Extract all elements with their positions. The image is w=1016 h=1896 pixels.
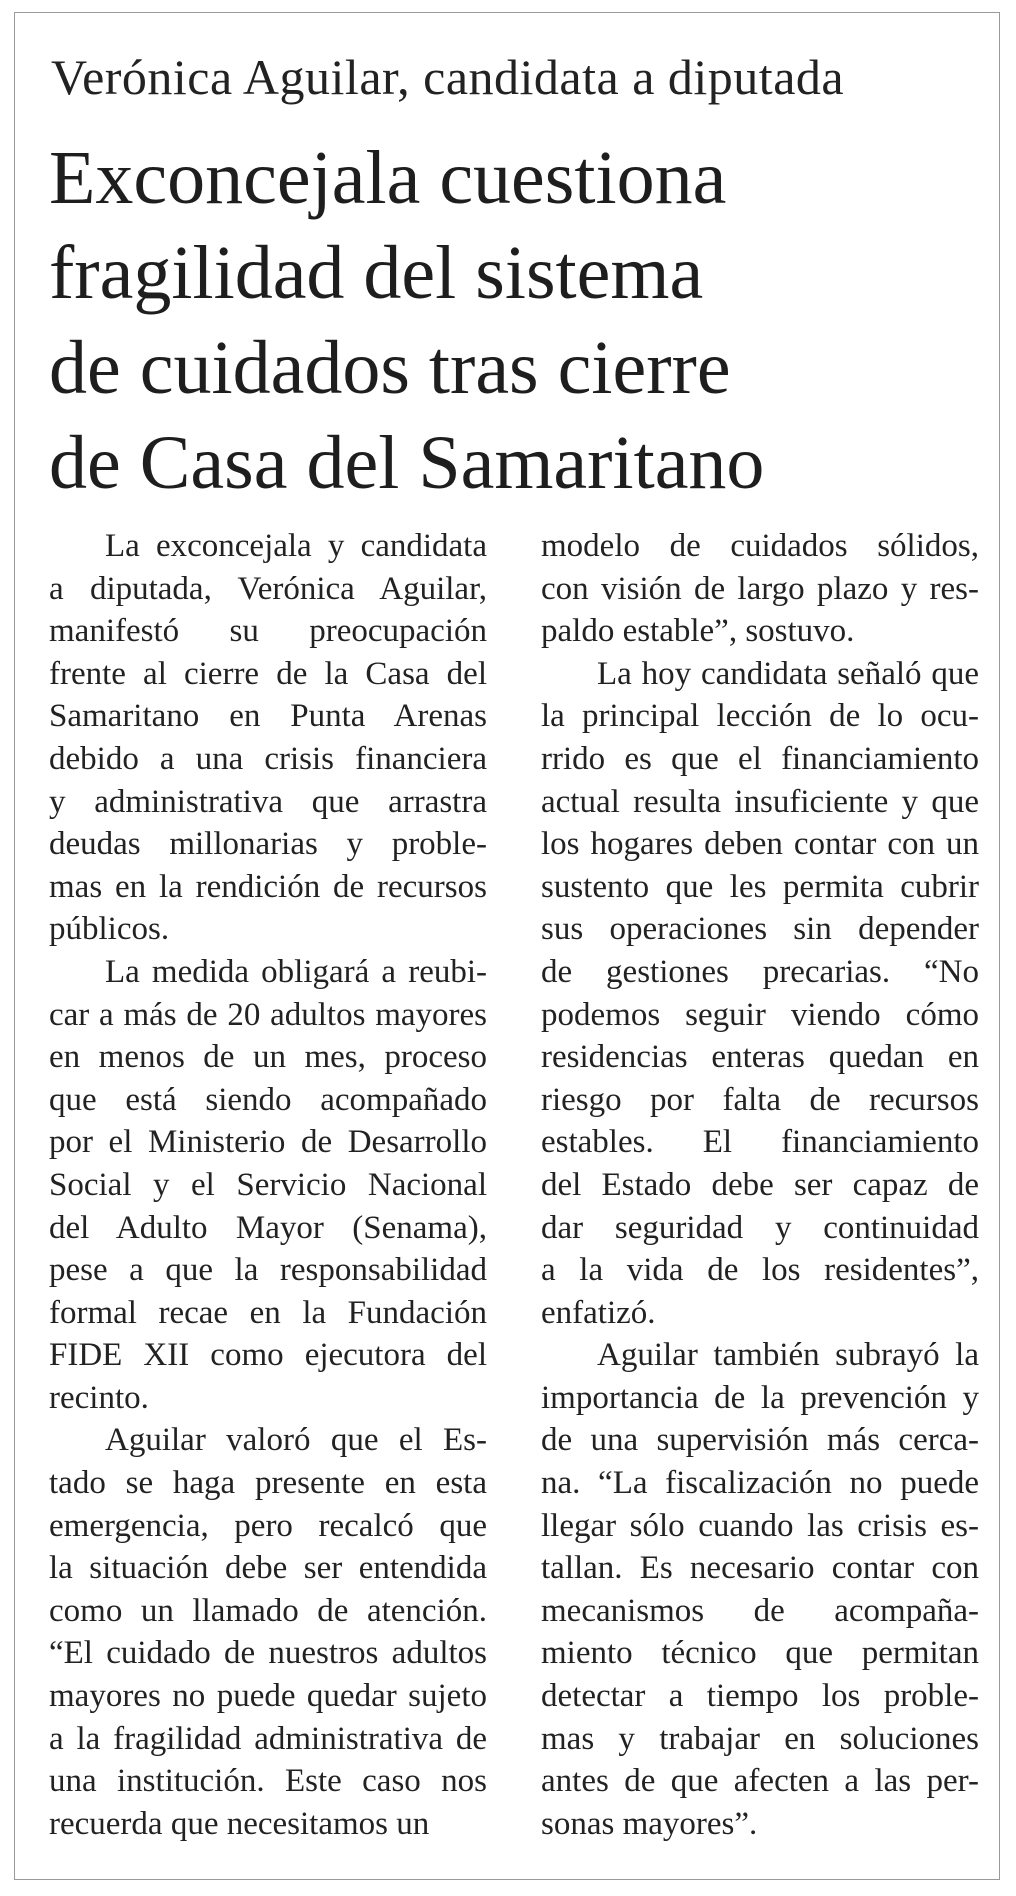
paragraph-line: tallan. Es necesario contar con xyxy=(541,1550,979,1587)
paragraph-line: mas en la rendición de recursos xyxy=(49,868,487,905)
paragraph-line: actual resulta insuficiente y que xyxy=(541,783,979,820)
paragraph-line: “El cuidado de nuestros adultos xyxy=(49,1635,487,1672)
paragraph-line: mas y trabajar en soluciones xyxy=(541,1720,979,1757)
paragraph-line: Aguilar valoró que el Es- xyxy=(105,1422,487,1459)
paragraph-line: en menos de un mes, proceso xyxy=(49,1039,487,1076)
article-paragraph xyxy=(49,525,487,951)
paragraph-line: llegar sólo cuando las crisis es- xyxy=(541,1507,979,1544)
paragraph-line: mayores no puede quedar sujeto xyxy=(49,1678,487,1715)
paragraph-line: de gestiones precarias. “No xyxy=(541,953,979,990)
paragraph-line: dar seguridad y continuidad xyxy=(541,1209,979,1246)
paragraph-line: importancia de la prevención y xyxy=(541,1379,979,1416)
paragraph-line: del Adulto Mayor (Senama), xyxy=(49,1209,487,1246)
article-paragraph xyxy=(49,1419,487,1845)
paragraph-line: La medida obligará a reubi- xyxy=(105,953,487,990)
paragraph-line: enfatizó. xyxy=(541,1294,656,1331)
paragraph-line: como un llamado de atención. xyxy=(49,1592,487,1629)
headline-line: Exconcejala cuestiona xyxy=(49,136,727,220)
paragraph-line: pese a que la responsabilidad xyxy=(49,1252,487,1289)
article-paragraph xyxy=(49,951,487,1420)
paragraph-line: debido a una crisis financiera xyxy=(49,740,487,777)
article-kicker: Verónica Aguilar, candidata a diputada xyxy=(51,49,845,105)
paragraph-line: detectar a tiempo los proble- xyxy=(541,1678,979,1715)
paragraph-line: antes de que afecten a las per- xyxy=(541,1763,979,1800)
paragraph-line: FIDE XII como ejecutora del xyxy=(49,1337,487,1374)
paragraph-line: públicos. xyxy=(49,911,170,948)
paragraph-line: una institución. Este caso nos xyxy=(49,1763,487,1800)
paragraph-line: riesgo por falta de recursos xyxy=(541,1081,979,1118)
paragraph-line: los hogares deben contar con un xyxy=(541,826,979,863)
paragraph-line: paldo estable”, sostuvo. xyxy=(541,613,855,650)
paragraph-line: recinto. xyxy=(49,1379,149,1416)
paragraph-line: frente al cierre de la Casa del xyxy=(49,655,487,692)
paragraph-line: la situación debe ser entendida xyxy=(49,1550,487,1587)
headline-line: fragilidad del sistema xyxy=(49,231,704,315)
paragraph-line: de una supervisión más cerca- xyxy=(541,1422,979,1459)
paragraph-line: emergencia, pero recalcó que xyxy=(49,1507,487,1544)
article-column-right xyxy=(541,525,979,1845)
paragraph-line: la principal lección de lo ocu- xyxy=(541,698,979,735)
headline-line: de Casa del Samaritano xyxy=(49,421,765,505)
article-paragraph xyxy=(541,1334,979,1845)
paragraph-line: formal recae en la Fundación xyxy=(49,1294,487,1331)
paragraph-line: podemos seguir viendo cómo xyxy=(541,996,979,1033)
paragraph-line: que está siendo acompañado xyxy=(49,1081,487,1118)
news-clipping xyxy=(14,12,1000,1880)
paragraph-line: a la fragilidad administrativa de xyxy=(49,1720,487,1757)
article-headline xyxy=(49,131,979,511)
paragraph-line: La exconcejala y candidata xyxy=(105,528,487,564)
paragraph-line: manifestó su preocupación xyxy=(49,613,487,650)
paragraph-line: sus operaciones sin depender xyxy=(541,911,979,948)
paragraph-line: sonas mayores”. xyxy=(541,1805,758,1842)
paragraph-line: a la vida de los residentes”, xyxy=(541,1252,979,1289)
paragraph-line: rrido es que el financiamiento xyxy=(541,740,979,777)
paragraph-line: con visión de largo plazo y res- xyxy=(541,570,979,607)
paragraph-line: modelo de cuidados sólidos, xyxy=(541,528,979,564)
paragraph-line: na. “La fiscalización no puede xyxy=(541,1465,979,1502)
article-paragraph xyxy=(541,653,979,1335)
paragraph-line: Samaritano en Punta Arenas xyxy=(49,698,487,735)
paragraph-line: deudas millonarias y proble- xyxy=(49,826,487,863)
paragraph-line: y administrativa que arrastra xyxy=(49,783,487,820)
paragraph-line: a diputada, Verónica Aguilar, xyxy=(49,570,487,607)
headline-line: de cuidados tras cierre xyxy=(49,326,731,410)
article-column-left xyxy=(49,525,487,1845)
paragraph-line: Social y el Servicio Nacional xyxy=(49,1166,487,1203)
paragraph-line: del Estado debe ser capaz de xyxy=(541,1166,979,1203)
paragraph-line: Aguilar también subrayó la xyxy=(597,1337,979,1374)
paragraph-line: estables. El financiamiento xyxy=(541,1124,979,1161)
paragraph-line: por el Ministerio de Desarrollo xyxy=(49,1124,487,1161)
paragraph-line: tado se haga presente en esta xyxy=(49,1465,487,1502)
paragraph-line: car a más de 20 adultos mayores xyxy=(49,996,487,1033)
paragraph-line: residencias enteras quedan en xyxy=(541,1039,979,1076)
paragraph-line: recuerda que necesitamos un xyxy=(49,1805,430,1842)
paragraph-line: miento técnico que permitan xyxy=(541,1635,979,1672)
paragraph-line: sustento que les permita cubrir xyxy=(541,868,979,905)
paragraph-line: mecanismos de acompaña- xyxy=(541,1592,979,1629)
paragraph-line: La hoy candidata señaló que xyxy=(597,655,979,692)
article-paragraph xyxy=(541,525,979,653)
